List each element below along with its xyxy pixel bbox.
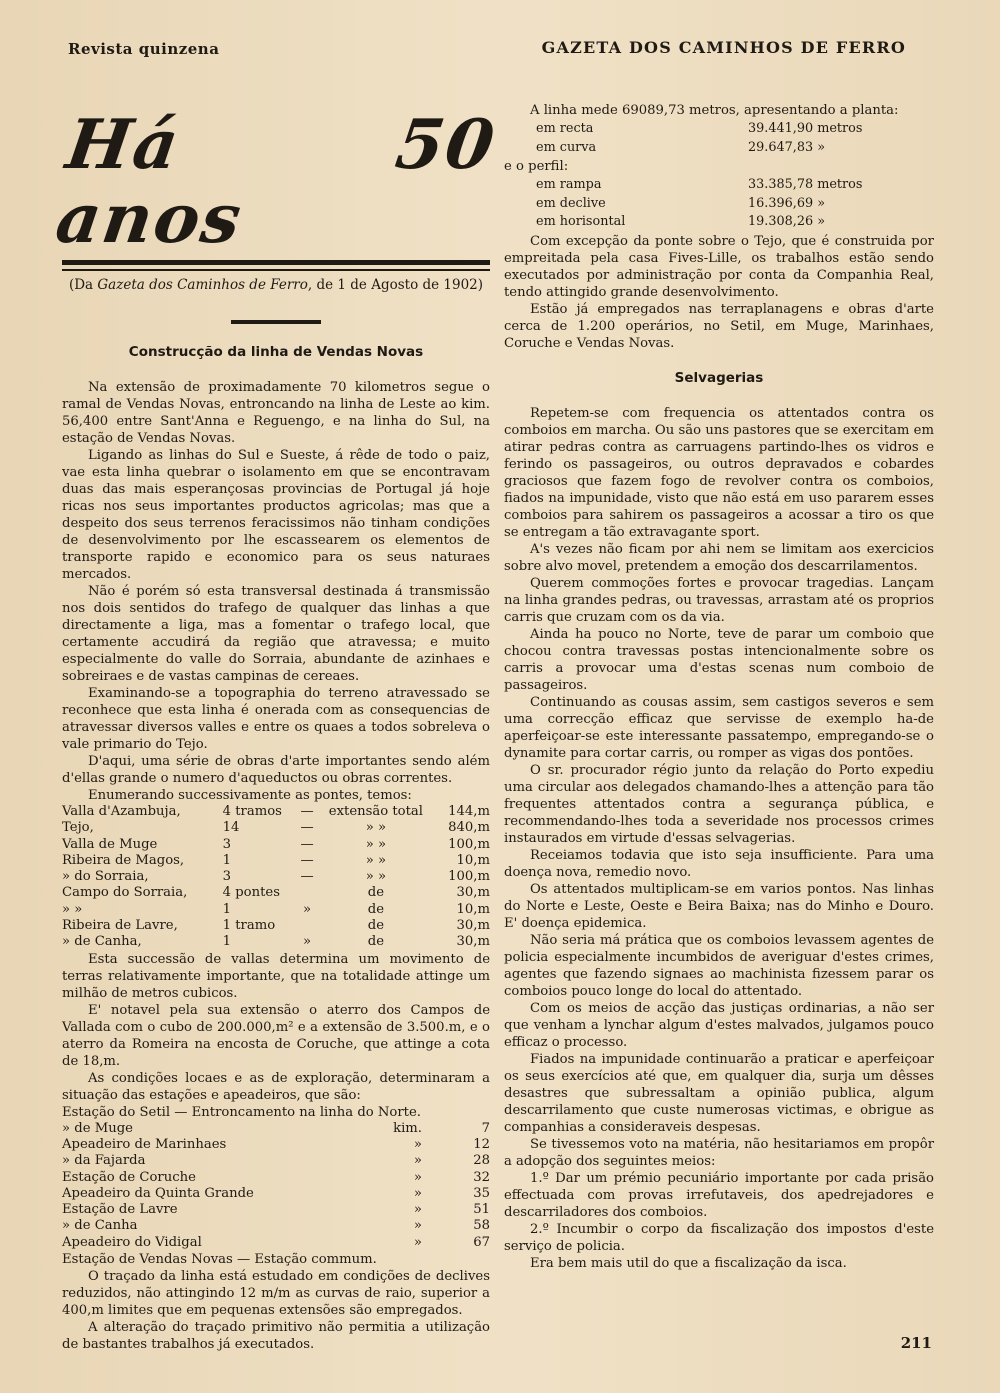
station-name: Apeadeiro do Vidigal [62,1234,202,1250]
bridge-name: Ribeira de Magos, [62,852,185,868]
station-unit: » [413,1185,422,1201]
bridge-ext: de [367,901,385,917]
station-unit: kim. [393,1120,422,1136]
station-unit: » [413,1169,422,1185]
header-left: Revista quinzena [68,40,220,58]
section2-paragraphs [504,405,934,1272]
bridge-count: 1 [222,934,232,950]
left-column [51,105,501,1353]
measure-value: 16.396,69 » [748,195,826,211]
measure-label: em curva [536,139,597,155]
paragraph: 1.º Dar um prémio pecuniário importante por cada prisão effectuada com provas irrefutaveis, dos apedrejadores e descarriladores dos comboios. [504,1170,934,1220]
bridge-ext: » » [365,820,387,836]
paragraph: Era bem mais util do que a fiscalização da isca. [530,1255,847,1271]
paragraph: O traçado da linha está estudado em condições de declives reduzidos, não attingindo 12 m/m as curvas de raio, superior a 400,m limites que em pequenas extensões são empregados. [62,1269,490,1319]
station-name: Apeadeiro da Quinta Grande [62,1185,254,1201]
bridge-count: 1 [222,901,232,917]
bridge-count: 1 [222,852,232,868]
paragraph: Com excepção da ponte sobre o Tejo, que é construida por empreitada pela casa Fives-Lille, os trabalhos estão sendo executados por administração por conta da Companhia Real, tendo attingido grande desenvolvimento. [504,233,934,300]
measure-value: 39.441,90 metros [748,121,863,136]
paragraph: Examinando-se a topographia do terreno atravessado se reconhece que esta linha é onerada com as consequencias de atravessar diversos valles e entre os quaes a todos sobreleva o vale primario do Tejo. [62,686,490,752]
measure-value: 29.647,83 » [748,139,826,155]
bridge-value: 100,m [448,869,490,885]
section1-paragraphs [62,379,490,804]
bridge-name: Campo do Sorraia, [62,885,188,901]
station-row [62,1235,490,1251]
bridge-dash: — [300,869,314,885]
station-row [62,1170,490,1186]
source-publication: Gazeta dos Caminhos de Ferro [97,277,308,293]
bridge-dash: — [300,852,314,868]
section-title: Construcção da linha de Vendas Novas [128,344,424,360]
measure-label: em recta [536,121,594,136]
profile-table [534,175,864,233]
station-row [62,1186,490,1202]
source-prefix: (Da [68,277,98,293]
paragraph: Não seria má prática que os comboios levassem agentes de policia especialmente incumbidos de averiguar d'estes crimes, agentes que fazendo signaes ao machinista fizessem parar os comboios pouco longe do local do attentado. [504,932,934,999]
bridge-dash: — [300,804,314,819]
bridge-count: 1 tramo [222,918,276,934]
title-rule-thin [62,269,490,271]
section1-paragraphs-2 [62,951,490,1104]
section-divider [231,320,321,324]
section1-paragraphs-3 [62,1268,490,1353]
paragraph: Esta successão de vallas determina um movimento de terras relativamente importante, que na totalidade attinge um milhão de metros cubicos. [62,951,490,1001]
bridge-ext: » » [365,852,387,868]
bridge-count: 3 [222,836,232,852]
station-unit: » [413,1218,422,1234]
bridge-dash [299,918,316,934]
bridge-count: 4 pontes [222,885,280,901]
paragraph: 2.º Incumbir o corpo da fiscalização dos impostos d'este serviço de policia. [504,1221,934,1254]
article-title: Há 50 anos [51,105,501,259]
bridge-name: Ribeira de Lavre, [62,918,178,934]
bridge-row [62,820,490,836]
measure-label: em horisontal [536,214,626,229]
bridge-row [62,918,490,934]
station-unit: » [413,1153,422,1169]
measure-row [536,121,862,138]
bridge-dash: » [303,901,312,917]
paragraph: Estão já empregados nas terraplanagens e obras d'arte cerca de 1.200 operários, no Setil, em Muge, Marinhaes, Coruche e Vendas Novas. [504,301,934,351]
measure-value: 33.385,78 metros [748,177,863,192]
paragraph: Receiamos todavia que isto seja insufficiente. Para uma doença nova, remedio novo. [504,847,934,880]
station-row [62,1202,490,1218]
station-name: » de Muge [62,1120,133,1136]
bridge-ext: » » [365,869,387,885]
measure-label: em declive [536,195,606,211]
right-paragraphs [504,233,934,352]
bridge-ext: de [367,934,385,950]
station-name: Apeadeiro de Marinhaes [62,1136,227,1152]
station-row [62,1137,490,1153]
bridge-row [62,853,490,869]
station-km: 12 [473,1136,490,1152]
length-intro: A linha mede 69089,73 metros, apresentando a planta: [530,103,899,118]
station-name: Estação de Lavre [62,1202,178,1218]
bridge-value: 30,m [456,934,490,950]
paragraph: O sr. procurador régio junto da relação do Porto expediu uma circular aos delegados chamando-lhes a attenção para tão frequentes attentados contra a segurança pública, e recommendando-lhes toda a severidade nos processos crimes instaurados em virtude d'essas selvagerias. [504,762,934,846]
bridge-row [62,804,490,820]
bridge-value: 840,m [448,820,490,836]
paragraph: Fiados na impunidade continuarão a praticar e aperfeiçoar os seus exercícios até que, em qualquer dia, surja um dêsses desastres que subressaltam a opinião publica, algum descarrilamento que custe numerosas victimas, e obrigue as companhias a consideraveis despesas. [504,1051,934,1135]
measure-value: 19.308,26 » [748,214,826,229]
paragraph: A's vezes não ficam por ahi nem se limitam aos exercicios sobre alvo movel, pretendem a emoção dos descarrilamentos. [504,541,934,574]
bridge-value: 100,m [448,836,490,852]
bridge-dash: » [303,934,312,950]
bridge-name: Valla de Muge [62,836,158,852]
station-km: 28 [473,1153,490,1169]
title-rule-thick [62,260,490,265]
stations-intro: Estação do Setil — Entroncamento na linha do Norte. [62,1104,421,1120]
paragraph: Não é porém só esta transversal destinada á transmissão nos dois sentidos do trafego de qualquer das linhas a que directamente a liga, mas a fomentar o trafego local, que certamente accudirá da região que atravessa; e muito especialmente do valle do Sorraia, abundante de azinhaes e sobreiraes e de vastas campinas de cereaes. [62,584,490,684]
station-row [62,1121,490,1137]
paragraph: Ligando as linhas do Sul e Sueste, á rêde de todo o paiz, vae esta linha quebrar o isolamento em que se encontravam duas das mais esperançosas provincias de Portugal já hoje ricas nos seus importantes productos agricolas; mas que a despeito dos seus terrenos feracissimos não tinham condições de desenvolvimento por lhe escassearem os elementos de transporte rapido e economico para os seus naturaes mercados. [62,448,490,582]
bridge-value: 10,m [456,852,490,868]
header-right: GAZETA DOS CAMINHOS DE FERRO [541,38,906,57]
station-unit: » [413,1136,422,1152]
bridge-value: 30,m [456,918,490,934]
station-km: 7 [481,1120,490,1136]
station-km: 35 [473,1185,490,1201]
station-row [62,1153,490,1169]
station-name: » de Canha [62,1218,138,1234]
bridge-dash [299,885,316,901]
measure-row [536,214,862,231]
station-km: 51 [473,1202,490,1218]
measure-label: em rampa [536,177,602,192]
station-name: » da Fajarda [62,1153,146,1169]
paragraph: Os attentados multiplicam-se em varios pontos. Nas linhas do Norte e Leste, Oeste e Beira Baixa; nas do Minho e Douro. E' doença epidemica. [504,881,934,931]
station-unit: » [413,1202,422,1218]
bridge-value: 10,m [456,901,490,917]
page-number: 211 [900,1334,932,1352]
bridge-name: » de Canha, [62,934,142,950]
source-suffix: , de 1 de Agosto de 1902) [307,277,484,293]
bridges-table [62,804,490,951]
paragraph: Na extensão de proximadamente 70 kilometros segue o ramal de Vendas Novas, entroncando na linha de Leste ao kim. 56,400 entre Sant'Anna e Reguengo, e na linha do Sul, na estação de Vendas Novas. [62,380,490,446]
station-km: 32 [473,1169,490,1185]
paragraph: A alteração do traçado primitivo não permitia a utilização de bastantes trabalhos já executados. [62,1320,490,1353]
measure-row [536,140,862,157]
measure-row [536,196,862,213]
paragraph: Ainda ha pouco no Norte, teve de parar um comboio que chocou contra travessas postas intencionalmente sobre os carris a provocar uma d'estas scenas num comboio de passageiros. [504,626,934,693]
bridge-ext: de [367,885,385,901]
paragraph: Continuando as cousas assim, sem castigos severos e sem uma correcção efficaz que servisse de exemplo ha-de aperfeiçoar-se este interessante passatempo, empregando-se o dynamite para cortar carris, ou romper as vigas dos pontões. [504,694,934,761]
bridge-count: 4 tramos [222,804,282,819]
station-name: Estação de Coruche [62,1169,196,1185]
bridge-ext: » » [365,836,387,852]
bridge-row [62,902,490,918]
bridge-name: » » [62,901,83,917]
section2-title: Selvagerias [674,369,764,386]
paragraph: As condições locaes e as de exploração, determinaram a situação das estações e apeadeiros, que são: [62,1070,490,1103]
bridge-ext: extensão total [328,804,423,819]
paragraph: E' notavel pela sua extensão o aterro dos Campos de Vallada com o cubo de 200.000,m² e a extensão de 3.500.m, e o aterro da Romeira na encosta de Coruche, que attinge a cota de 18,m. [62,1002,490,1069]
bridge-row [62,885,490,901]
station-row [62,1218,490,1234]
station-km: 67 [473,1234,490,1250]
profile-intro: e o perfil: [504,159,569,174]
station-unit: » [413,1234,422,1250]
bridge-name: » do Sorraia, [62,869,149,885]
paragraph: D'aqui, uma série de obras d'arte importantes sendo além d'ellas grande o numero d'aqueductos ou obras correntes. [62,754,490,786]
bridge-value: 144,m [448,804,490,819]
bridge-dash: — [300,836,314,852]
bridge-row [62,837,490,853]
article-source [62,277,490,294]
bridge-count: 14 [222,820,240,836]
measure-row [536,177,862,194]
bridge-dash: — [300,820,314,836]
paragraph: Se tivessemos voto na matéria, não hesitariamos em propôr a adopção dos seguintes meios: [504,1136,934,1169]
plan-table [534,119,864,158]
right-column [504,102,934,1272]
bridge-count: 3 [222,869,232,885]
paragraph: Querem commoções fortes e provocar tragedias. Lançam na linha grandes pedras, ou travessas, arrastam até os proprios carris que cruzam com os da via. [504,575,934,625]
paragraph: Repetem-se com frequencia os attentados contra os comboios em marcha. Ou são uns pastores que se exercitam em atirar pedras contra as carruagens partindo-lhes os vidros e ferindo os passageiros, ou outros depravados e cobardes graciosos que fazem fogo de revolver contra os comboios, fiados na impunidade, visto que não está em uso pararem esses comboios para sahirem os passageiros a acossar a tiro os que se entregam a tão extravagante sport. [504,405,934,540]
stations-end: Estação de Vendas Novas — Estação commum. [62,1252,377,1268]
paragraph: Enumerando successivamente as pontes, temos: [88,788,412,803]
bridge-name: Valla d'Azambuja, [62,804,181,819]
bridge-row [62,869,490,885]
station-km: 58 [473,1218,490,1234]
paragraph: Com os meios de acção das justiças ordinarias, a não ser que venham a lynchar algum d'estes malvados, julgamos pouco efficaz o processo. [504,1000,934,1050]
stations-table [62,1121,490,1251]
bridge-ext: de [367,918,385,934]
bridge-name: Tejo, [62,820,94,836]
bridge-value: 30,m [456,885,490,901]
bridge-row [62,934,490,950]
